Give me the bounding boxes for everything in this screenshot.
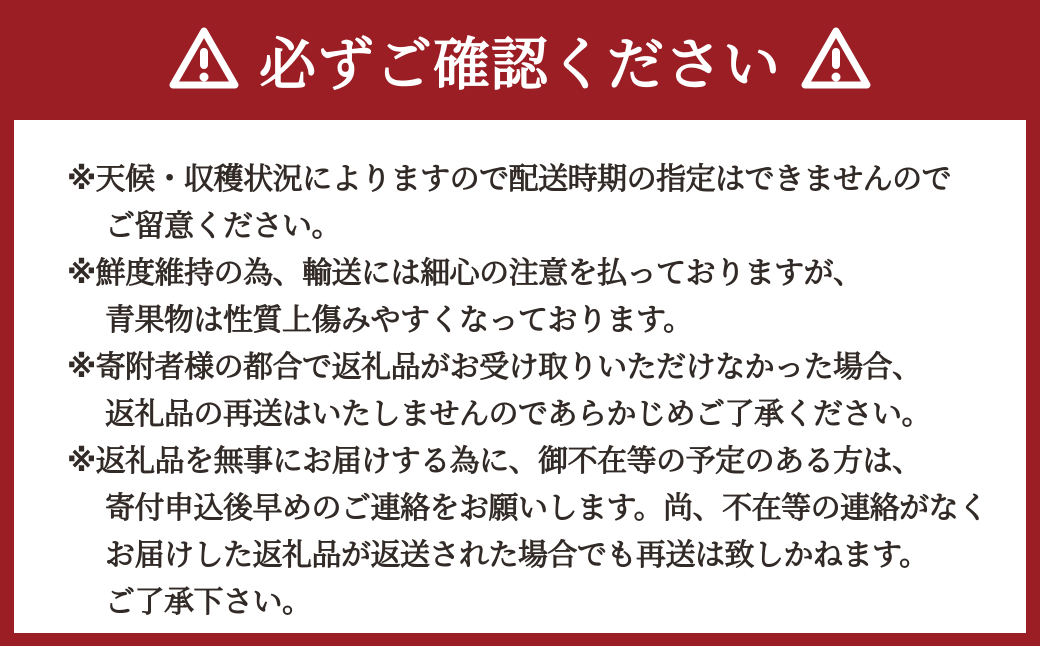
note-item <box>67 156 1002 250</box>
note-line: ※寄附者様の都合で返礼品がお受け取りいただけなかった場合、 <box>67 351 922 384</box>
notice-title: 必ずご確認ください <box>259 33 781 97</box>
note-line: ※鮮度維持の為、輸送には細心の注意を払っておりますが、 <box>67 257 863 290</box>
notice-card <box>14 120 1026 633</box>
notice-header <box>0 0 1040 120</box>
note-item <box>67 438 1002 626</box>
warning-triangle-icon <box>167 25 241 95</box>
note-line: ※返礼品を無事にお届けする為に、御不在等の予定のある方は、 <box>67 445 922 478</box>
note-line: 青果物は性質上傷みやすくなっております。 <box>105 304 693 337</box>
note-line: ご留意ください。 <box>105 210 341 243</box>
note-item <box>67 250 1002 344</box>
note-line: ※天候・収穫状況によりますので配送時期の指定はできませんので <box>67 163 952 196</box>
note-line: お届けした返礼品が返送された場合でも再送は致しかねます。 <box>105 539 929 572</box>
warning-triangle-icon <box>799 25 873 95</box>
note-line: 返礼品の再送はいたしませんのであらかじめご了承ください。 <box>105 398 931 431</box>
note-item <box>67 344 1002 438</box>
note-line: ご了承下さい。 <box>105 586 312 619</box>
note-line: 寄付申込後早めのご連絡をお願いします。尚、不在等の連絡がなく <box>105 492 988 525</box>
